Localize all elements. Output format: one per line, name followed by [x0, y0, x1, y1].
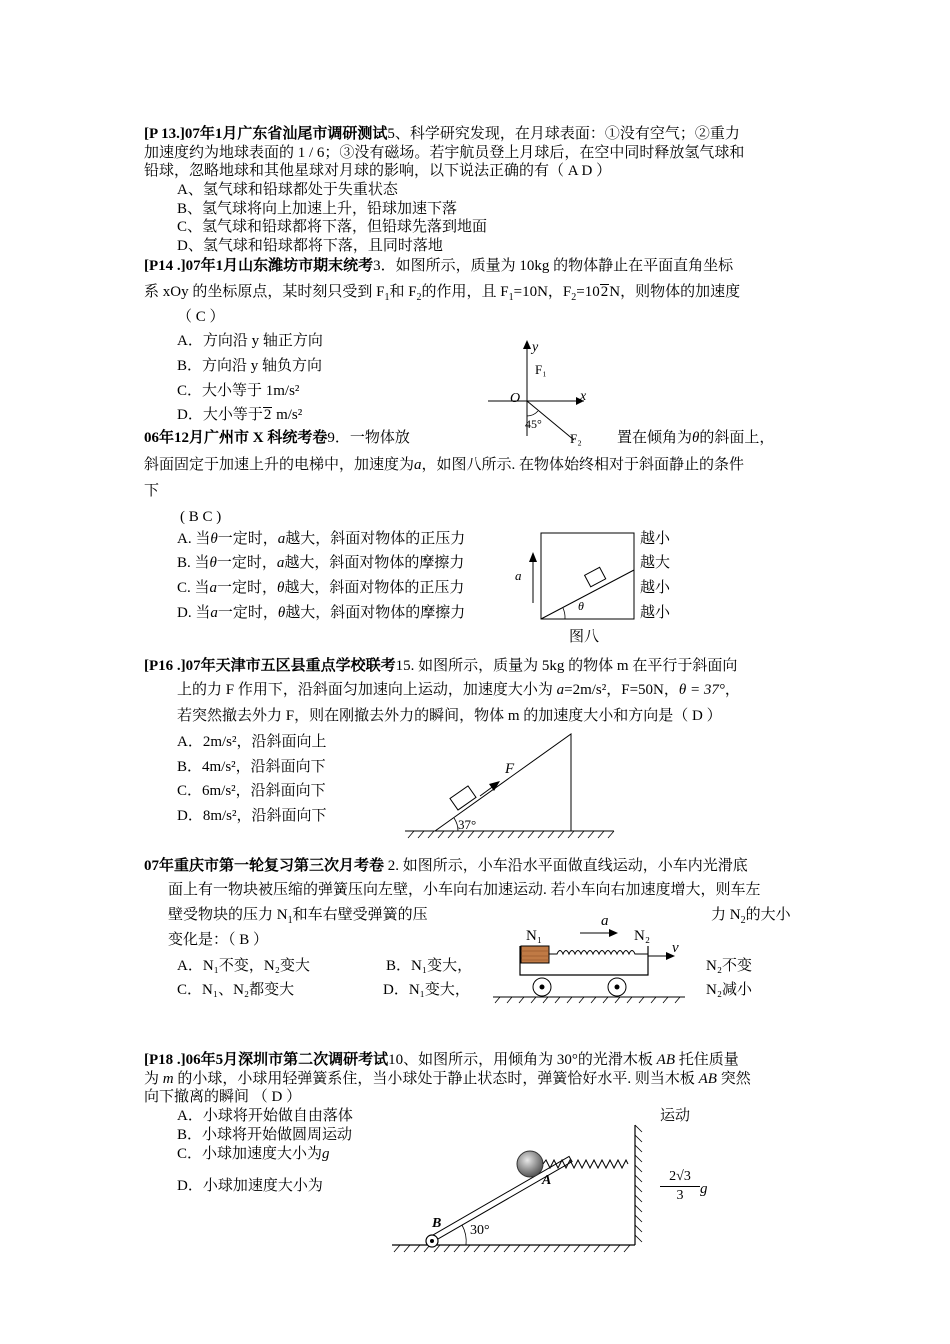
q18-g: g	[700, 1181, 708, 1197]
q18-option-c: C．小球加速度大小为g	[177, 1146, 330, 1162]
cart-accel-label: a	[601, 913, 609, 929]
q18-fraction: 2√3 3	[660, 1168, 700, 1205]
q18-option-a: A．小球将开始做自由落体	[177, 1108, 353, 1124]
q14-text1: 3．如图所示，质量为 10kg 的物体静止在平面直角坐标	[373, 258, 734, 274]
q13-option-a: A、氢气球和铅球都处于失重状态	[177, 182, 398, 198]
q13-line2: 加速度约为地球表面的 1 / 6；③没有磁场。若宇航员登上月球后，在空中同时释放氢气球和	[144, 145, 745, 161]
q15-line2: 斜面固定于加速上升的电梯中，加速度为a，如图八所示. 在物体始终相对于斜面静止的条件	[144, 457, 745, 473]
q16-source: [P16 .]07年天津市五区县重点学校联考	[144, 658, 396, 674]
q16-option-a: A．2m/s²，沿斜面向上	[177, 734, 327, 750]
q14-answer: （ C ）	[177, 309, 225, 325]
q13-text1: 5、科学研究发现，在月球表面：①没有空气；②重力	[387, 126, 740, 142]
q16-option-b: B．4m/s²，沿斜面向下	[177, 759, 326, 775]
q13-option-c: C、氢气球和铅球都将下落，但铅球先落到地面	[177, 219, 488, 235]
q18-spring-ball-diagram	[388, 1115, 648, 1260]
q13-line1	[144, 124, 740, 144]
point-a-label: A	[542, 1173, 552, 1188]
y-axis-label: y	[532, 340, 539, 355]
f1-label: F₁	[535, 362, 547, 377]
f2-label: F₂	[570, 431, 582, 446]
q15-source: 06年12月广州市 X 科统考卷	[144, 430, 328, 446]
q18-line2: 为 m 的小球，小球用轻弹簧系住，当小球处于静止状态时，弹簧恰好水平. 则当木板 AB 突然	[144, 1071, 751, 1087]
q15-option-d-end: 越小	[640, 605, 671, 621]
q15-incline-diagram	[510, 528, 640, 624]
q14-source: [P14 .]07年1月山东潍坊市期末统考	[144, 258, 374, 274]
q15-option-a: A. 当θ一定时，a越大，斜面对物体的正压力	[177, 531, 466, 547]
q14-option-d: D．大小等于2 m/s²	[177, 407, 303, 423]
q16-line1: [P16 .]07年天津市五区县重点学校联考15. 如图所示，质量为 5kg 的物体 m 在平行于斜面向	[144, 658, 738, 674]
n1-label: N₁	[526, 928, 543, 944]
q17-line4: 变化是：（ B ）	[168, 932, 269, 948]
q17-option-a: A．N₁不变，N₂变大	[177, 958, 310, 974]
q14-option-c: C．大小等于 1m/s²	[177, 383, 300, 399]
q17-source: 07年重庆市第一轮复习第三次月考卷	[144, 858, 385, 874]
q15-line1-end: 置在倾角为θ的斜面上，	[617, 430, 775, 446]
q17-line3: 壁受物块的压力 $N_1$和车右壁受弹簧的压	[168, 907, 428, 926]
x-axis-label: x	[580, 389, 587, 404]
q14-force-diagram	[480, 336, 600, 446]
q17-option-b-end: N₂不变	[706, 958, 753, 974]
q16-line3: 若突然撤去外力 F，则在刚撤去外力的瞬间，物体 m 的加速度大小和方向是（ D ）	[177, 708, 722, 724]
q17-cart-diagram	[485, 908, 705, 1008]
q15-option-b-end: 越大	[640, 555, 671, 571]
q17-line3-end: 力 $N_2$的大小	[711, 907, 791, 926]
q14-option-a: A．方向沿 y 轴正方向	[177, 333, 323, 349]
q15-option-b: B. 当θ一定时，a越大，斜面对物体的摩擦力	[177, 555, 465, 571]
q17-option-c: C．N₁、N₂都变大	[177, 982, 295, 998]
q17-option-b: B．N₁变大，	[386, 958, 473, 974]
q15-line3: 下	[144, 483, 160, 499]
q15-option-a-end: 越小	[640, 531, 671, 547]
q14-line1	[144, 256, 733, 276]
q13-source: [P 13.]07年1月广东省汕尾市调研测试	[144, 126, 388, 142]
angle-45-label: 45°	[525, 417, 542, 431]
q18-line3: 向下撤离的瞬间 （ D ）	[144, 1089, 302, 1105]
q13-option-d: D、氢气球和铅球都将下落，且同时落地	[177, 238, 443, 254]
q16-option-d: D．8m/s²，沿斜面向下	[177, 808, 327, 824]
fig8-caption: 图八	[569, 629, 600, 645]
q16-line2: 上的力 F 作用下，沿斜面匀加速向上运动，加速度大小为 a=2m/s²，F=50N，θ = 37°，	[177, 682, 740, 698]
q18-option-b: B．小球将开始做圆周运动	[177, 1127, 353, 1143]
q17-option-d-end: N₂减小	[706, 982, 753, 998]
q15-option-c: C. 当a一定时，θ越大，斜面对物体的正压力	[177, 580, 465, 596]
angle-30-label: 30°	[470, 1223, 490, 1238]
force-f-label: F	[505, 761, 515, 777]
q17-option-d: D．N₁变大，	[383, 982, 470, 998]
q18-option-d: D．小球加速度大小为	[177, 1178, 323, 1194]
accel-label: a	[515, 568, 522, 583]
angle-37-label: 37°	[458, 817, 477, 832]
q14-option-b: B．方向沿 y 轴负方向	[177, 358, 323, 374]
q13-option-b: B、氢气球将向上加速上升，铅球加速下落	[177, 201, 458, 217]
q15-answer: ( B C )	[180, 509, 222, 525]
q13-line3: 铅球，忽略地球和其他星球对月球的影响，以下说法正确的有（ A D ）	[144, 163, 612, 179]
q18-source: [P18 .]06年5月深圳市第二次调研考试	[144, 1052, 389, 1068]
q14-line2: 系 xOy 的坐标原点，某时刻只受到 $F_1$和 $F_2$的作用，且 $F_1=10N$，$F_2=102N$，则物体的加速度	[144, 284, 741, 303]
q16-incline-diagram	[400, 730, 620, 845]
q18-line1: [P18 .]06年5月深圳市第二次调研考试10、如图所示，用倾角为 30°的光滑木板 AB 托住质量	[144, 1052, 739, 1068]
q18-option-a-end: 运动	[660, 1108, 691, 1124]
q17-line1: 07年重庆市第一轮复习第三次月考卷 2. 如图所示，小车沿水平面做直线运动，小车内光滑底	[144, 858, 748, 874]
origin-label: O	[510, 391, 521, 406]
q17-line2: 面上有一物块被压缩的弹簧压向左壁，小车向右加速运动. 若小车向右加速度增大，则车左	[168, 882, 761, 898]
point-b-label: B	[432, 1216, 442, 1231]
q15-option-d: D. 当a一定时，θ越大，斜面对物体的摩擦力	[177, 605, 466, 621]
n2-label: N₂	[634, 928, 651, 944]
theta-label: θ	[578, 599, 584, 613]
q16-option-c: C．6m/s²，沿斜面向下	[177, 783, 326, 799]
velocity-label: v	[672, 940, 679, 956]
sqrt-two: 2	[600, 284, 609, 300]
q15-line1: 06年12月广州市 X 科统考卷9．一物体放	[144, 430, 410, 446]
q15-option-c-end: 越小	[640, 580, 671, 596]
